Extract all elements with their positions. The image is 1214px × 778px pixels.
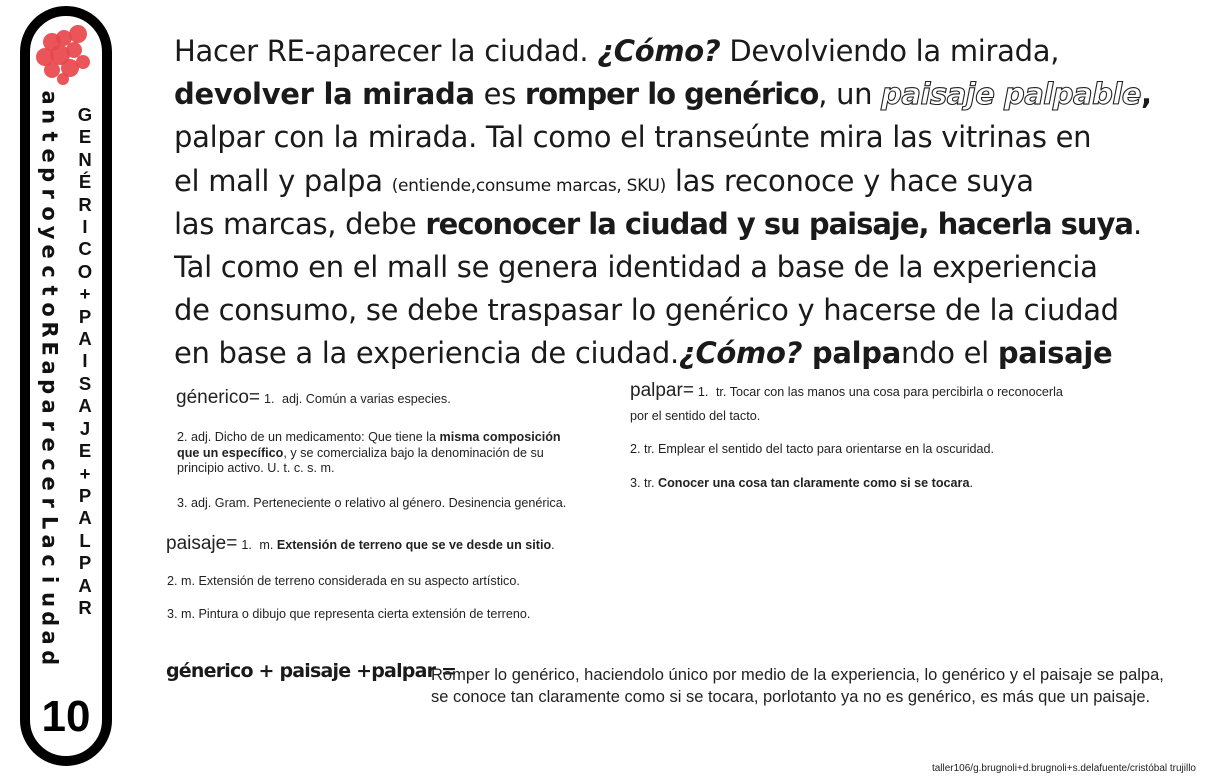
question-como: ¿Cómo?	[597, 34, 721, 68]
vertical-subtitle-letter: L	[79, 529, 91, 551]
text: es	[474, 77, 525, 112]
vertical-title-letter: R	[37, 321, 62, 338]
vertical-subtitle-letter: N	[78, 148, 92, 170]
vertical-subtitle-letter: P	[78, 305, 92, 327]
vertical-subtitle-letter: P	[78, 484, 92, 506]
definition-paisaje-2: 2. m. Extensión de terreno considerada en su aspecto artístico.	[167, 574, 520, 588]
definition-palpar-1b: por el sentido del tacto.	[630, 409, 761, 423]
vertical-title-letter: E	[37, 341, 62, 356]
vertical-subtitle-letter: A	[78, 328, 92, 350]
vertical-title-letter: i	[37, 576, 62, 584]
main-line: de consumo, se debe traspasar lo genérico y hacerse de la ciudad	[174, 293, 1119, 328]
vertical-title-letter: u	[37, 591, 62, 607]
text: .	[1133, 206, 1142, 241]
text-bold: paisaje	[997, 336, 1113, 371]
main-paragraph	[174, 30, 1184, 376]
vertical-subtitle-letter: R	[78, 193, 92, 215]
text-bold: reconocer la ciudad y su paisaje, hacerla suya	[425, 206, 1134, 241]
vertical-title-letter: y	[37, 225, 62, 240]
main-line	[174, 160, 1184, 203]
def-text-bold: que un específico	[177, 445, 284, 460]
text: Devolviendo la mirada,	[720, 34, 1060, 68]
definition-paisaje-3: 3. m. Pintura o dibujo que representa cierta extensión de terreno.	[167, 607, 531, 621]
vertical-subtitle-letter: P	[78, 552, 92, 574]
def-number: 1.	[263, 392, 275, 406]
vertical-title-letter: r	[37, 188, 62, 200]
text-small: (entiende,consume marcas, SKU)	[391, 175, 666, 196]
vertical-title-letter: o	[37, 302, 62, 318]
vertical-title-letter: d	[37, 611, 62, 627]
equation-text: Romper lo genérico, haciendolo único por medio de la experiencia, lo genérico y el paisaje se palpa,	[431, 666, 1164, 684]
vertical-title-letter: e	[37, 476, 62, 491]
vertical-subtitle-letter: A	[78, 507, 92, 529]
equation-right	[431, 664, 1191, 708]
vertical-subtitle-letter: A	[78, 395, 92, 417]
def-text: tr. Tocar con las manos una cosa para percibirla o reconocerla	[715, 385, 1063, 399]
vertical-subtitle-letter: R	[78, 596, 92, 618]
vertical-title-letter: a	[37, 360, 62, 375]
vertical-subtitle-letter: +	[79, 462, 91, 484]
vertical-title-letter: d	[37, 649, 62, 665]
text-bold: devolver la mirada	[174, 77, 475, 112]
outline-text-paisaje-palpable: paisaje palpable	[881, 77, 1141, 112]
vertical-title-letter: e	[37, 244, 62, 260]
vertical-subtitle-letter: E	[78, 126, 92, 148]
vertical-title-letter: t	[37, 131, 62, 142]
vertical-title-letter: a	[37, 90, 62, 105]
vertical-title-letter: r	[37, 420, 62, 431]
definition-generico-2	[177, 430, 597, 477]
main-line	[174, 332, 1184, 375]
credit-line: taller106/g.brugnoli+d.brugnoli+s.delafuente/cristóbal trujillo	[931, 763, 1196, 774]
term-palpar: palpar=	[630, 380, 694, 401]
definition-generico-3: 3. adj. Gram. Perteneciente o relativo al género. Desinencia genérica.	[177, 496, 567, 510]
text: , un	[818, 77, 882, 112]
vertical-subtitle-letter: I	[82, 216, 88, 238]
main-line	[174, 203, 1184, 246]
vertical-title-letter: a	[37, 399, 62, 414]
vertical-title-letter: e	[37, 148, 62, 163]
def-text: adj. Común a varias especies.	[282, 392, 451, 406]
def-text: 2. adj. Dicho de un medicamento: Que tiene la	[177, 430, 440, 444]
text: las marcas, debe	[174, 206, 426, 241]
definition-palpar	[630, 380, 1063, 401]
vertical-subtitle	[72, 104, 98, 619]
vertical-subtitle-letter: A	[78, 574, 92, 596]
text: Hacer RE-aparecer la ciudad.	[174, 34, 598, 68]
def-text: 3. tr.	[630, 476, 658, 490]
vertical-title-letter: p	[37, 167, 62, 183]
def-text: .	[551, 538, 555, 552]
vertical-subtitle-letter: O	[77, 260, 93, 282]
def-number: 1.	[241, 538, 252, 552]
text: el mall y palpa	[174, 163, 392, 198]
vertical-project-title	[28, 88, 70, 667]
vertical-title-letter: a	[37, 534, 62, 549]
vertical-subtitle-letter: I	[82, 350, 88, 372]
vertical-title-letter: p	[37, 379, 62, 395]
vertical-title-letter: e	[37, 437, 62, 453]
definition-generico	[176, 387, 451, 408]
vertical-subtitle-letter: S	[78, 372, 92, 394]
text-bold: palpa	[802, 336, 902, 371]
text: las reconoce y hace suya	[666, 163, 1034, 198]
vertical-title-letter: o	[37, 206, 62, 221]
def-number: 1.	[697, 385, 709, 399]
def-text: principio activo. U. t. c. s. m.	[177, 461, 335, 475]
main-line: palpar con la mirada. Tal como el transeúnte mira las vitrinas en	[174, 120, 1092, 155]
def-text-bold: misma composición	[439, 430, 561, 444]
term-generico: génerico=	[176, 387, 260, 408]
text: en base a la experiencia de ciudad.	[174, 336, 679, 371]
def-text: .	[969, 476, 973, 490]
equation-text: se conoce tan claramente como si se tocara, porlotanto ya no es genérico, es más que un paisaje.	[431, 688, 1151, 706]
definition-paisaje	[166, 533, 555, 554]
vertical-title-letter: t	[37, 285, 62, 296]
vertical-title-letter: r	[37, 497, 62, 509]
vertical-title-letter: c	[37, 265, 62, 278]
vertical-title-letter: c	[37, 458, 62, 471]
vertical-title-letter: L	[37, 515, 62, 529]
text-bold: romper lo genérico	[524, 77, 819, 112]
def-text: , y se comercializa bajo la denominación de su	[283, 445, 544, 460]
definition-palpar-2: 2. tr. Emplear el sentido del tacto para orientarse en la oscuridad.	[630, 442, 995, 456]
vertical-subtitle-letter: C	[78, 238, 92, 260]
equation-left: génerico + paisaje +palpar =	[166, 660, 457, 682]
def-text: m.	[259, 538, 277, 552]
definition-palpar-3	[630, 476, 973, 492]
text: ndo el	[901, 336, 998, 371]
def-text-bold: Extensión de terreno que se ve desde un sitio	[276, 538, 552, 552]
vertical-title-letter: a	[37, 630, 62, 646]
vertical-subtitle-letter: +	[79, 283, 91, 305]
main-line: Tal como en el mall se genera identidad a base de la experiencia	[174, 249, 1098, 284]
vertical-title-letter: c	[37, 554, 62, 567]
main-line	[174, 73, 1184, 116]
vertical-subtitle-letter: É	[78, 171, 92, 193]
red-blob-logo	[30, 22, 100, 92]
vertical-title-letter: n	[37, 109, 62, 125]
question-como: ¿Cómo?	[678, 336, 803, 371]
main-line	[174, 30, 1184, 73]
text: ,	[1140, 77, 1152, 112]
vertical-subtitle-letter: J	[79, 417, 91, 439]
vertical-subtitle-letter: E	[78, 440, 92, 462]
def-text-bold: Conocer una cosa tan claramente como si se tocara	[658, 476, 970, 490]
term-paisaje: paisaje=	[166, 533, 238, 554]
page-number: 10	[41, 692, 91, 741]
vertical-subtitle-letter: G	[77, 104, 93, 125]
